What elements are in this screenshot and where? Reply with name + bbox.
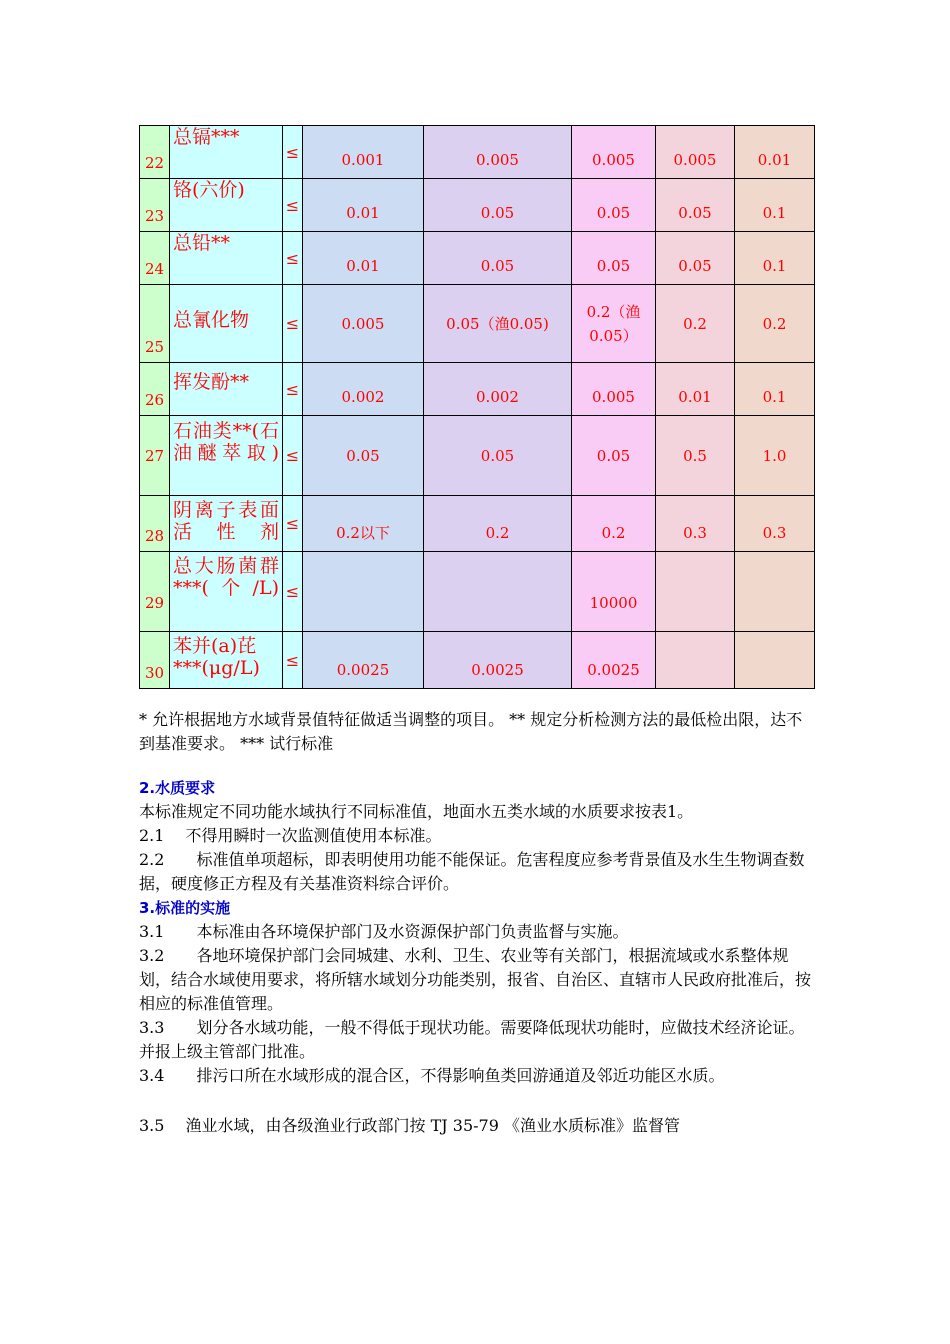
class-4-value: 0.5 bbox=[656, 416, 735, 496]
table-row bbox=[140, 496, 815, 552]
class-1-value: 0.01 bbox=[303, 232, 424, 285]
class-5-value: 0.2 bbox=[735, 285, 815, 363]
table-row bbox=[140, 126, 815, 179]
class-4-value bbox=[656, 632, 735, 689]
parameter-name: 铬(六价) bbox=[170, 179, 283, 232]
class-1-value: 0.05 bbox=[303, 416, 424, 496]
row-number: 28 bbox=[140, 496, 170, 552]
class-5-value: 0.3 bbox=[735, 496, 815, 552]
class-4-value: 0.05 bbox=[656, 179, 735, 232]
comparison-operator: ≤ bbox=[283, 416, 303, 496]
body-text bbox=[139, 708, 811, 1138]
parameter-name: 挥发酚** bbox=[170, 363, 283, 416]
parameter-name: 石油类**(石油醚萃取) bbox=[170, 416, 283, 496]
paragraph: 2.2 标准值单项超标，即表明使用功能不能保证。危害程度应参考背景值及水生生物调查数据，硬度修正方程及有关基准资料综合评价。 bbox=[139, 850, 805, 893]
section-2-heading: 2.水质要求 bbox=[139, 779, 216, 797]
comparison-operator: ≤ bbox=[283, 363, 303, 416]
class-5-value: 0.1 bbox=[735, 179, 815, 232]
table-row bbox=[140, 416, 815, 496]
class-3-value: 0.05 bbox=[572, 179, 656, 232]
class-3-value: 0.05 bbox=[572, 416, 656, 496]
paragraph: 3.1 本标准由各环境保护部门及水资源保护部门负责监督与实施。 bbox=[139, 922, 629, 941]
class-1-value: 0.2以下 bbox=[303, 496, 424, 552]
comparison-operator: ≤ bbox=[283, 126, 303, 179]
class-3-value: 0.005 bbox=[572, 126, 656, 179]
class-4-value: 0.05 bbox=[656, 232, 735, 285]
paragraph: 本标准规定不同功能水域执行不同标准值，地面水五类水域的水质要求按表1。 bbox=[139, 802, 694, 821]
class-3-value: 0.2 bbox=[572, 496, 656, 552]
row-number: 25 bbox=[140, 285, 170, 363]
table-row bbox=[140, 285, 815, 363]
class-5-value: 0.1 bbox=[735, 232, 815, 285]
row-number: 26 bbox=[140, 363, 170, 416]
class-5-value: 0.1 bbox=[735, 363, 815, 416]
class-4-value bbox=[656, 552, 735, 632]
table-row bbox=[140, 179, 815, 232]
comparison-operator: ≤ bbox=[283, 496, 303, 552]
row-number: 23 bbox=[140, 179, 170, 232]
parameter-name: 总铅** bbox=[170, 232, 283, 285]
class-4-value: 0.005 bbox=[656, 126, 735, 179]
class-3-value: 0.005 bbox=[572, 363, 656, 416]
class-2-value: 0.002 bbox=[424, 363, 572, 416]
class-4-value: 0.2 bbox=[656, 285, 735, 363]
table-row bbox=[140, 552, 815, 632]
row-number: 27 bbox=[140, 416, 170, 496]
parameter-name: 阴离子表面活性剂 bbox=[170, 496, 283, 552]
class-3-value: 0.0025 bbox=[572, 632, 656, 689]
class-3-value: 0.05 bbox=[572, 232, 656, 285]
water-quality-table bbox=[139, 125, 815, 689]
class-2-value: 0.05 bbox=[424, 232, 572, 285]
class-2-value: 0.005 bbox=[424, 126, 572, 179]
section-3-heading: 3.标准的实施 bbox=[139, 899, 231, 917]
class-3-value: 0.2（渔0.05） bbox=[572, 285, 656, 363]
row-number: 22 bbox=[140, 126, 170, 179]
comparison-operator: ≤ bbox=[283, 179, 303, 232]
parameter-name: 总氰化物 bbox=[170, 285, 283, 363]
parameter-name: 总镉*** bbox=[170, 126, 283, 179]
row-number: 29 bbox=[140, 552, 170, 632]
paragraph: 3.3 划分各水域功能，一般不得低于现状功能。需要降低现状功能时，应做技术经济论证。并报上级主管部门批准。 bbox=[139, 1018, 805, 1061]
class-1-value: 0.01 bbox=[303, 179, 424, 232]
class-5-value: 1.0 bbox=[735, 416, 815, 496]
table-row bbox=[140, 363, 815, 416]
class-5-value bbox=[735, 632, 815, 689]
class-5-value: 0.01 bbox=[735, 126, 815, 179]
class-2-value: 0.05（渔0.05) bbox=[424, 285, 572, 363]
class-2-value: 0.05 bbox=[424, 416, 572, 496]
class-1-value: 0.0025 bbox=[303, 632, 424, 689]
class-4-value: 0.3 bbox=[656, 496, 735, 552]
class-2-value: 0.0025 bbox=[424, 632, 572, 689]
comparison-operator: ≤ bbox=[283, 632, 303, 689]
class-1-value: 0.005 bbox=[303, 285, 424, 363]
comparison-operator: ≤ bbox=[283, 232, 303, 285]
paragraph: 3.5 渔业水域，由各级渔业行政部门按 TJ 35-79 《渔业水质标准》监督管 bbox=[139, 1116, 681, 1135]
table-row bbox=[140, 632, 815, 689]
class-1-value: 0.002 bbox=[303, 363, 424, 416]
class-1-value bbox=[303, 552, 424, 632]
class-2-value: 0.2 bbox=[424, 496, 572, 552]
row-number: 24 bbox=[140, 232, 170, 285]
paragraph: 3.4 排污口所在水域形成的混合区，不得影响鱼类回游通道及邻近功能区水质。 bbox=[139, 1066, 725, 1085]
footnote: * 允许根据地方水域背景值特征做适当调整的项目。 ** 规定分析检测方法的最低检出限，达不到基准要求。 *** 试行标准 bbox=[139, 710, 803, 753]
class-5-value bbox=[735, 552, 815, 632]
spacer bbox=[139, 756, 811, 776]
class-2-value: 0.05 bbox=[424, 179, 572, 232]
paragraph: 2.1 不得用瞬时一次监测值使用本标准。 bbox=[139, 826, 442, 845]
class-1-value: 0.001 bbox=[303, 126, 424, 179]
parameter-name: 苯并(a)芘***(μg/L) bbox=[170, 632, 283, 689]
spacer bbox=[139, 1088, 811, 1114]
paragraph: 3.2 各地环境保护部门会同城建、水利、卫生、农业等有关部门，根据流域或水系整体规划，结合水域使用要求，将所辖水域划分功能类别，报省、自治区、直辖市人民政府批准后，按相应的标准值管理。 bbox=[139, 946, 812, 1013]
comparison-operator: ≤ bbox=[283, 552, 303, 632]
row-number: 30 bbox=[140, 632, 170, 689]
class-2-value bbox=[424, 552, 572, 632]
class-4-value: 0.01 bbox=[656, 363, 735, 416]
table-row bbox=[140, 232, 815, 285]
comparison-operator: ≤ bbox=[283, 285, 303, 363]
parameter-name: 总大肠菌群***(个/L) bbox=[170, 552, 283, 632]
class-3-value: 10000 bbox=[572, 552, 656, 632]
